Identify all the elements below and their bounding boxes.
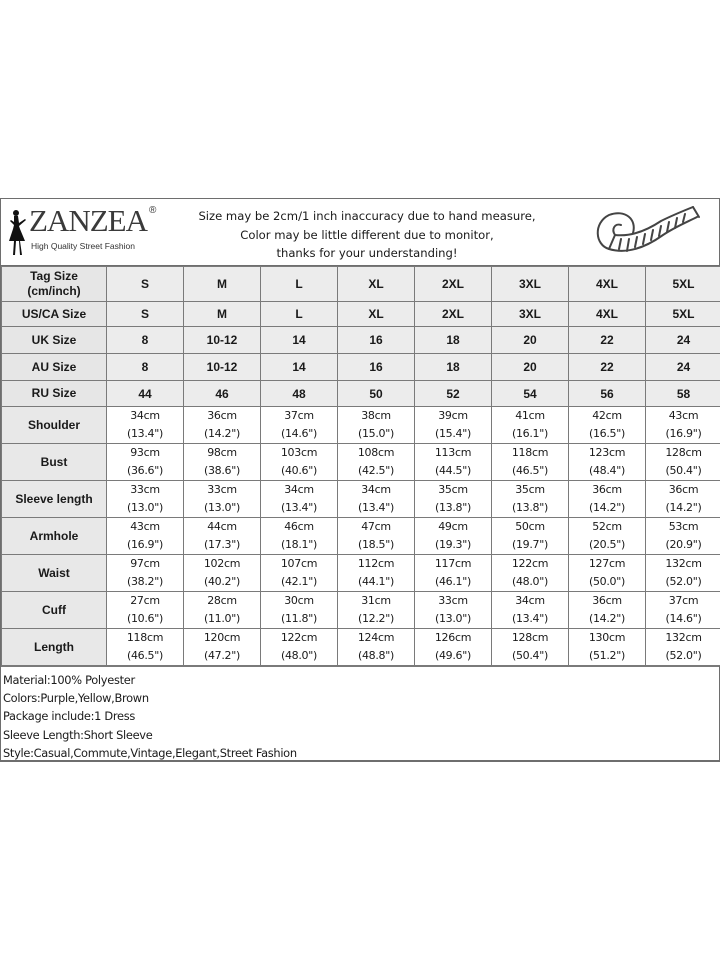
- inch-value: (13.4"): [126, 427, 164, 440]
- inch-value: (13.4"): [280, 501, 318, 514]
- measurement-cell: [492, 592, 569, 629]
- inch-value: (14.2"): [665, 501, 702, 514]
- cm-value: 120cm: [203, 631, 241, 644]
- cm-value: 93cm: [130, 446, 160, 459]
- inch-value: (13.0"): [434, 612, 472, 625]
- measuring-tape-icon: [589, 201, 707, 263]
- size-row: [2, 354, 720, 381]
- row-label-subtext: (cm/inch): [27, 284, 81, 298]
- cm-value: 46cm: [284, 520, 314, 533]
- cm-value: 52cm: [592, 520, 622, 533]
- measurement-cell: [184, 555, 261, 592]
- measurement-cell: [261, 555, 338, 592]
- inch-value: (11.8"): [280, 612, 318, 625]
- measurement-cell: [569, 592, 646, 629]
- size-cell: 4XL: [569, 302, 646, 327]
- inch-value: (44.1"): [357, 575, 395, 588]
- measurement-cell: [569, 518, 646, 555]
- measurement-cell: [261, 592, 338, 629]
- registered-mark: ®: [148, 205, 157, 216]
- size-row: [2, 267, 720, 302]
- cm-value: 36cm: [592, 594, 622, 607]
- inch-value: (38.6"): [203, 464, 241, 477]
- row-label-text: AU Size: [31, 359, 77, 374]
- size-cell: 20: [492, 354, 569, 381]
- size-cell: XL: [338, 267, 415, 302]
- measurement-cell: [646, 518, 720, 555]
- inch-value: (13.4"): [511, 612, 549, 625]
- inch-value: (50.0"): [588, 575, 626, 588]
- row-label: Length: [2, 629, 107, 666]
- measurement-row: [2, 481, 720, 518]
- cm-value: 102cm: [203, 557, 241, 570]
- inch-value: (51.2"): [588, 649, 626, 662]
- row-label-text: Tag Size: [30, 269, 78, 283]
- inch-value: (18.1"): [280, 538, 318, 551]
- measurement-cell: [261, 629, 338, 666]
- cm-value: 108cm: [357, 446, 395, 459]
- brand-tagline: High Quality Street Fashion: [31, 241, 135, 251]
- measurement-cell: [184, 518, 261, 555]
- size-cell: 3XL: [492, 267, 569, 302]
- size-row: [2, 302, 720, 327]
- measurement-cell: [492, 518, 569, 555]
- inch-value: (16.5"): [588, 427, 626, 440]
- cm-value: 41cm: [515, 409, 545, 422]
- size-cell: 18: [415, 354, 492, 381]
- measurement-row: [2, 518, 720, 555]
- size-cell: 50: [338, 381, 415, 407]
- inch-value: (14.6"): [280, 427, 318, 440]
- inch-value: (42.5"): [357, 464, 395, 477]
- inch-value: (20.5"): [588, 538, 626, 551]
- measurement-cell: [646, 444, 720, 481]
- inch-value: (13.0"): [203, 501, 241, 514]
- cm-value: 128cm: [665, 446, 702, 459]
- measurement-cell: [261, 444, 338, 481]
- measurement-cell: [184, 481, 261, 518]
- size-cell: 20: [492, 327, 569, 354]
- notice-line: thanks for your understanding!: [276, 246, 458, 260]
- cm-value: 132cm: [665, 557, 702, 570]
- inch-value: (15.4"): [434, 427, 472, 440]
- size-cell: 10-12: [184, 327, 261, 354]
- measurement-cell: [492, 629, 569, 666]
- inch-value: (47.2"): [203, 649, 241, 662]
- measurement-row: [2, 629, 720, 666]
- size-table: [1, 266, 720, 666]
- cm-value: 122cm: [280, 631, 318, 644]
- measurement-cell: [569, 444, 646, 481]
- size-cell: 4XL: [569, 267, 646, 302]
- size-cell: M: [184, 302, 261, 327]
- inch-value: (13.4"): [357, 501, 395, 514]
- inch-value: (10.6"): [126, 612, 164, 625]
- inch-value: (48.4"): [588, 464, 626, 477]
- measurement-cell: [338, 629, 415, 666]
- measurement-cell: [415, 444, 492, 481]
- inch-value: (13.8"): [511, 501, 549, 514]
- size-cell: S: [107, 267, 184, 302]
- cm-value: 34cm: [515, 594, 545, 607]
- measurement-cell: [107, 481, 184, 518]
- measurement-cell: [261, 481, 338, 518]
- measurement-notice: [167, 207, 567, 263]
- measurement-cell: [415, 481, 492, 518]
- size-cell: 5XL: [646, 302, 720, 327]
- inch-value: (13.0"): [126, 501, 164, 514]
- measurement-cell: [415, 555, 492, 592]
- cm-value: 98cm: [207, 446, 237, 459]
- measurement-cell: [415, 629, 492, 666]
- cm-value: 33cm: [438, 594, 468, 607]
- inch-value: (19.7"): [511, 538, 549, 551]
- info-sleeve-length: Sleeve Length:Short Sleeve: [3, 727, 153, 742]
- cm-value: 122cm: [511, 557, 549, 570]
- inch-value: (46.1"): [434, 575, 472, 588]
- measurement-cell: [338, 407, 415, 444]
- size-cell: 14: [261, 354, 338, 381]
- measurement-cell: [569, 555, 646, 592]
- row-label: Cuff: [2, 592, 107, 629]
- cm-value: 113cm: [434, 446, 472, 459]
- measurement-cell: [184, 629, 261, 666]
- size-cell: 10-12: [184, 354, 261, 381]
- measurement-cell: [184, 444, 261, 481]
- size-cell: 24: [646, 354, 720, 381]
- measurement-row: [2, 407, 720, 444]
- inch-value: (40.6"): [280, 464, 318, 477]
- row-label-text: US/CA Size: [21, 306, 87, 321]
- size-cell: 22: [569, 327, 646, 354]
- size-cell: 58: [646, 381, 720, 407]
- size-cell: 8: [107, 354, 184, 381]
- measurement-cell: [415, 592, 492, 629]
- cm-value: 36cm: [592, 483, 622, 496]
- cm-value: 38cm: [361, 409, 391, 422]
- row-label: Waist: [2, 555, 107, 592]
- measurement-cell: [107, 518, 184, 555]
- measurement-cell: [646, 555, 720, 592]
- chart-header: [1, 199, 719, 266]
- measurement-cell: [492, 444, 569, 481]
- inch-value: (52.0"): [665, 575, 702, 588]
- row-label: Shoulder: [2, 407, 107, 444]
- size-cell: 18: [415, 327, 492, 354]
- measurement-cell: [569, 481, 646, 518]
- product-info: [1, 666, 719, 760]
- size-cell: 16: [338, 327, 415, 354]
- size-cell: 3XL: [492, 302, 569, 327]
- size-cell: 22: [569, 354, 646, 381]
- size-cell: 2XL: [415, 302, 492, 327]
- cm-value: 44cm: [207, 520, 237, 533]
- cm-value: 33cm: [207, 483, 237, 496]
- inch-value: (49.6"): [434, 649, 472, 662]
- row-label: Armhole: [2, 518, 107, 555]
- brand-logo: [5, 203, 161, 261]
- row-label: [2, 381, 107, 407]
- measurement-cell: [107, 592, 184, 629]
- size-cell: 8: [107, 327, 184, 354]
- cm-value: 37cm: [284, 409, 314, 422]
- inch-value: (46.5"): [126, 649, 164, 662]
- measurement-cell: [646, 481, 720, 518]
- size-row: [2, 327, 720, 354]
- size-cell: L: [261, 302, 338, 327]
- row-label: Bust: [2, 444, 107, 481]
- inch-value: (15.0"): [357, 427, 395, 440]
- measurement-cell: [107, 407, 184, 444]
- inch-value: (16.9"): [126, 538, 164, 551]
- measurement-cell: [415, 407, 492, 444]
- inch-value: (38.2"): [126, 575, 164, 588]
- cm-value: 97cm: [130, 557, 160, 570]
- measurement-cell: [261, 518, 338, 555]
- inch-value: (42.1"): [280, 575, 318, 588]
- inch-value: (14.6"): [665, 612, 702, 625]
- row-label: [2, 354, 107, 381]
- size-cell: 52: [415, 381, 492, 407]
- inch-value: (14.2"): [588, 501, 626, 514]
- notice-line: Color may be little different due to monitor,: [240, 227, 494, 242]
- cm-value: 43cm: [668, 409, 699, 422]
- inch-value: (14.2"): [203, 427, 241, 440]
- size-cell: 46: [184, 381, 261, 407]
- size-cell: 16: [338, 354, 415, 381]
- cm-value: 33cm: [130, 483, 160, 496]
- measurement-cell: [492, 481, 569, 518]
- measurement-cell: [261, 407, 338, 444]
- measurement-cell: [492, 555, 569, 592]
- cm-value: 130cm: [588, 631, 626, 644]
- inch-value: (46.5"): [511, 464, 549, 477]
- size-cell: 24: [646, 327, 720, 354]
- info-colors: Colors:Purple,Yellow,Brown: [3, 691, 149, 706]
- measurement-cell: [569, 407, 646, 444]
- cm-value: 118cm: [511, 446, 549, 459]
- cm-value: 36cm: [207, 409, 237, 422]
- notice-line: Size may be 2cm/1 inch inaccuracy due to hand measure,: [198, 209, 536, 223]
- inch-value: (14.2"): [588, 612, 626, 625]
- measurement-cell: [107, 555, 184, 592]
- size-chart: [0, 198, 720, 762]
- inch-value: (17.3"): [203, 538, 241, 551]
- size-cell: M: [184, 267, 261, 302]
- info-package: Package include:1 Dress: [3, 709, 135, 724]
- row-label-text: UK Size: [31, 332, 77, 347]
- cm-value: 34cm: [284, 483, 314, 496]
- cm-value: 35cm: [515, 483, 545, 496]
- measurement-cell: [184, 407, 261, 444]
- inch-value: (18.5"): [357, 538, 395, 551]
- inch-value: (16.1"): [511, 427, 549, 440]
- measurement-rows: [2, 407, 720, 666]
- info-material: Material:100% Polyester: [3, 673, 135, 687]
- inch-value: (19.3"): [434, 538, 472, 551]
- measurement-cell: [569, 629, 646, 666]
- inch-value: (36.6"): [126, 464, 164, 477]
- inch-value: (48.0"): [511, 575, 549, 588]
- size-rows: [2, 267, 720, 407]
- cm-value: 123cm: [588, 446, 626, 459]
- size-cell: 44: [107, 381, 184, 407]
- cm-value: 126cm: [434, 631, 472, 644]
- measurement-cell: [338, 444, 415, 481]
- row-label: [2, 327, 107, 354]
- measurement-cell: [646, 407, 720, 444]
- size-cell: 48: [261, 381, 338, 407]
- cm-value: 124cm: [357, 631, 395, 644]
- measurement-cell: [646, 592, 720, 629]
- measurement-cell: [107, 444, 184, 481]
- info-style: Style:Casual,Commute,Vintage,Elegant,Street Fashion: [3, 745, 297, 760]
- cm-value: 50cm: [515, 520, 545, 533]
- size-cell: 14: [261, 327, 338, 354]
- brand-row: [29, 205, 156, 237]
- size-cell: 5XL: [646, 267, 720, 302]
- cm-value: 132cm: [665, 631, 702, 644]
- cm-value: 128cm: [511, 631, 549, 644]
- inch-value: (40.2"): [203, 575, 241, 588]
- cm-value: 43cm: [130, 520, 160, 533]
- row-label-text: RU Size: [31, 386, 77, 400]
- measurement-cell: [338, 518, 415, 555]
- measurement-cell: [107, 629, 184, 666]
- cm-value: 28cm: [207, 594, 237, 607]
- cm-value: 117cm: [434, 557, 472, 570]
- measurement-row: [2, 444, 720, 481]
- size-cell: 56: [569, 381, 646, 407]
- inch-value: (11.0"): [203, 612, 241, 625]
- inch-value: (48.0"): [280, 649, 318, 662]
- cm-value: 112cm: [357, 557, 395, 570]
- size-cell: 54: [492, 381, 569, 407]
- cm-value: 31cm: [361, 594, 391, 607]
- cm-value: 127cm: [588, 557, 626, 570]
- cm-value: 47cm: [361, 520, 391, 533]
- inch-value: (48.8"): [357, 649, 395, 662]
- measurement-cell: [492, 407, 569, 444]
- size-cell: XL: [338, 302, 415, 327]
- measurement-row: [2, 592, 720, 629]
- measurement-cell: [338, 481, 415, 518]
- inch-value: (16.9"): [665, 427, 702, 440]
- cm-value: 39cm: [438, 409, 468, 422]
- measurement-cell: [646, 629, 720, 666]
- cm-value: 30cm: [284, 594, 314, 607]
- measurement-cell: [338, 555, 415, 592]
- inch-value: (50.4"): [665, 464, 702, 477]
- brand-name: ZANZEA: [29, 203, 147, 238]
- measurement-cell: [415, 518, 492, 555]
- cm-value: 42cm: [592, 409, 622, 422]
- size-cell: S: [107, 302, 184, 327]
- cm-value: 27cm: [130, 594, 160, 607]
- measurement-cell: [184, 592, 261, 629]
- inch-value: (12.2"): [357, 612, 395, 625]
- cm-value: 107cm: [280, 557, 318, 570]
- cm-value: 49cm: [438, 520, 468, 533]
- cm-value: 36cm: [668, 483, 699, 496]
- measurement-row: [2, 555, 720, 592]
- inch-value: (50.4"): [511, 649, 549, 662]
- inch-value: (44.5"): [434, 464, 472, 477]
- cm-value: 37cm: [668, 594, 699, 607]
- size-cell: 2XL: [415, 267, 492, 302]
- row-label: [2, 267, 107, 302]
- inch-value: (13.8"): [434, 501, 472, 514]
- woman-silhouette-icon: [7, 209, 29, 257]
- row-label: Sleeve length: [2, 481, 107, 518]
- inch-value: (20.9"): [665, 538, 702, 551]
- row-label: [2, 302, 107, 327]
- cm-value: 118cm: [126, 631, 164, 644]
- inch-value: (52.0"): [665, 649, 702, 662]
- size-row: [2, 381, 720, 407]
- cm-value: 35cm: [438, 483, 468, 496]
- measurement-cell: [338, 592, 415, 629]
- size-cell: L: [261, 267, 338, 302]
- cm-value: 103cm: [280, 446, 318, 459]
- cm-value: 53cm: [668, 520, 699, 533]
- cm-value: 34cm: [130, 409, 160, 422]
- cm-value: 34cm: [361, 483, 391, 496]
